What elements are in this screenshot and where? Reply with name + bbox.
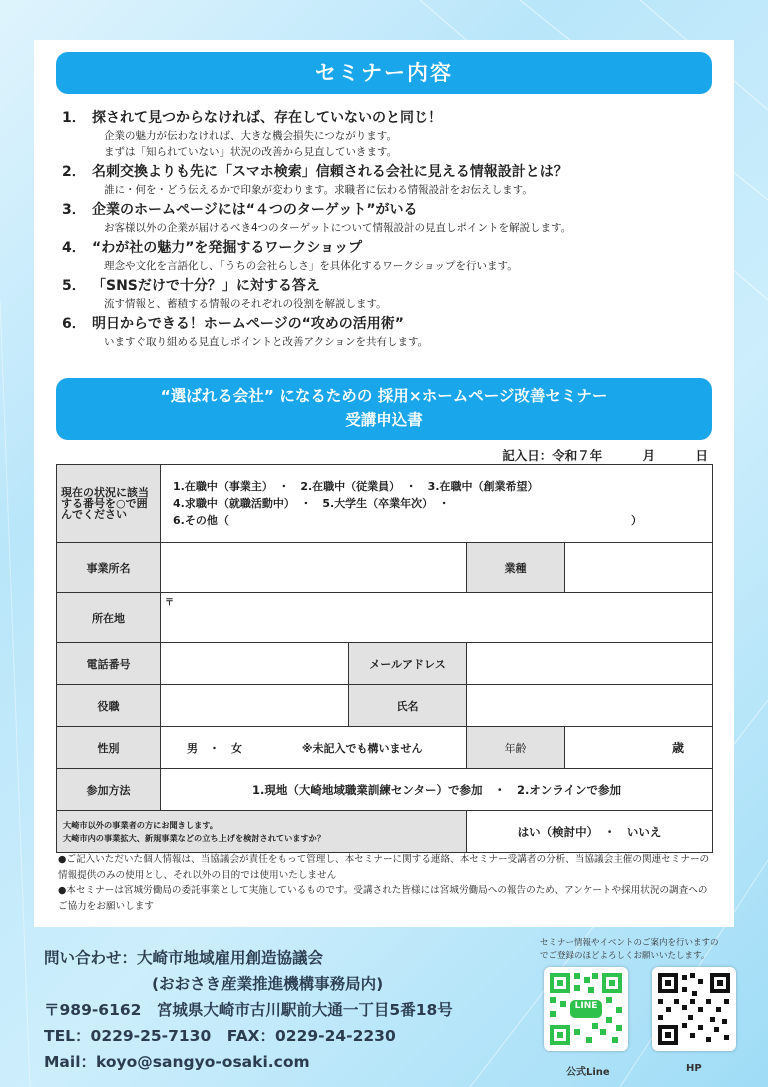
seminar-item (62, 108, 712, 160)
name-label: 氏名 (349, 685, 467, 727)
item-description: まずは「知られていない」状況の改善から見直していきます。 (104, 146, 398, 158)
address-field[interactable] (161, 593, 713, 643)
form-title: “選ばれる会社” になるための 採用×ホームページ改善セミナー (160, 387, 608, 405)
status-option-line[interactable]: 1.在職中（事業主） ・ 2.在職中（従業員） ・ 3.在職中（創業希望） (173, 480, 539, 493)
item-title: 名刺交換よりも先に「スマホ検索」信頼される会社に見える情報設計とは？ (92, 164, 568, 180)
item-description: 流す情報と、蓄積する情報のそれぞれの役割を解説します。 (104, 298, 387, 310)
status-option-line[interactable]: 6.その他（ (173, 514, 229, 527)
seminar-item (62, 276, 712, 312)
item-number: 1． (62, 110, 86, 126)
date-month: 月 (642, 448, 656, 463)
industry-label: 業種 (467, 543, 565, 593)
document-sheet (34, 40, 734, 927)
contact-office: (おおさき産業推進機構事務局内) (152, 975, 384, 993)
hp-qr-code[interactable] (652, 967, 736, 1051)
status-option-line[interactable]: 4.求職中（就職活動中） ・ 5.大学生（卒業年次） ・ (173, 497, 450, 510)
contact-address: 〒989-6162 宮城県大崎市古川駅前大通一丁目5番18号 (44, 1001, 453, 1019)
position-field[interactable] (161, 685, 349, 727)
hp-qr-caption: HP (686, 1063, 702, 1074)
seminar-item (62, 162, 712, 198)
email-label: メールアドレス (349, 643, 467, 685)
question-line: 大崎市内の事業拡大、新規事業などの立ち上げを検討されていますか？ (63, 832, 326, 843)
name-field[interactable] (467, 685, 713, 727)
line-qr-caption: 公式Line (566, 1067, 610, 1078)
gender-label: 性別 (57, 727, 161, 769)
email-field[interactable] (467, 643, 713, 685)
qr-note (540, 937, 740, 963)
application-form (56, 464, 713, 853)
line-qr-code[interactable] (544, 967, 628, 1051)
item-number: 4． (62, 240, 86, 256)
seminar-item-list (62, 106, 712, 350)
contact-info (44, 945, 453, 1075)
gender-field[interactable] (161, 727, 467, 769)
seminar-item (62, 314, 712, 350)
date-label: 記入日：令和７年 (502, 448, 603, 463)
seminar-item (62, 200, 712, 236)
status-option-close: ） (631, 514, 642, 527)
note-text: ●本セミナーは宮城労働局の委託事業として実施しているものです。受講された皆様には宮城労働局への報告のため、アンケートや採用状況の調査へのご協力をお願いします (58, 885, 708, 912)
phone-label: 電話番号 (57, 643, 161, 685)
item-title: 「SNSだけで十分？」に対する答え (92, 278, 320, 294)
hp-qr-icon (652, 967, 736, 1051)
contact-phone: TEL：0229-25-7130 FAX：0229-24-2230 (44, 1027, 396, 1045)
item-description: 理念や文化を言語化し、「うちの会社らしさ」を具体化するワークショップを行います。 (104, 260, 518, 272)
item-description: お客様以外の企業が届けるべき4つのターゲットについて情報設計の見直しポイントを解説します。 (104, 222, 572, 234)
item-title: “わが社の魅力”を発掘するワークショップ (92, 240, 363, 256)
entry-date (500, 446, 708, 464)
expansion-answer[interactable]: はい（検討中） ・ いいえ (467, 811, 713, 853)
postal-mark: 〒 (165, 598, 175, 608)
item-number: 6． (62, 316, 86, 332)
item-title: 明日からできる！ホームページの“攻めの活用術” (92, 316, 404, 332)
gender-options[interactable]: 男 ・ 女 (187, 741, 242, 755)
date-day: 日 (695, 448, 708, 463)
item-title: 企業のホームページには“４つのターゲット”がいる (92, 202, 418, 218)
contact-title: 問い合わせ：大崎市地域雇用創造協議会 (44, 949, 324, 967)
item-number: 3． (62, 202, 86, 218)
method-label: 参加方法 (57, 769, 161, 811)
question-line: 大崎市以外の事業者の方にお聞きします。 (63, 819, 218, 830)
form-subtitle: 受講申込書 (345, 411, 423, 429)
item-description: 誰に・何を・どう伝えるかで印象が変わります。求職者に伝わる情報設計をお伝えします。 (104, 184, 533, 196)
qr-note-line: でご登録のほどよろしくお願いいたします。 (540, 951, 710, 961)
contact-email[interactable]: Mail：koyo@sangyo-osaki.com (44, 1053, 310, 1071)
item-title: 探されて見つからなければ、存在していないのと同じ！ (92, 110, 442, 126)
item-number: 2． (62, 164, 86, 180)
office-name-label: 事業所名 (57, 543, 161, 593)
status-label: 現在の状況に該当する番号を○で囲んでください (57, 465, 161, 543)
form-heading (56, 378, 712, 440)
position-label: 役職 (57, 685, 161, 727)
qr-note-line: セミナー情報やイベントのご案内を行いますの (540, 938, 719, 948)
gender-note: ※未記入でも構いません (301, 741, 423, 755)
seminar-heading: セミナー内容 (56, 52, 712, 94)
item-description: 企業の魅力が伝わなければ、大きな機会損失につながります。 (104, 130, 397, 142)
age-label: 年齢 (467, 727, 565, 769)
office-name-field[interactable] (161, 543, 467, 593)
age-unit: 歳 (671, 741, 684, 755)
item-number: 5． (62, 278, 86, 294)
phone-field[interactable] (161, 643, 349, 685)
item-description: いますぐ取り組める見直しポイントと改善アクションを共有します。 (104, 336, 429, 348)
note-text: ●ご記入いただいた個人情報は、当協議会が責任をもって管理し、本セミナーに関する連絡、本セミナー受講者の分析、当協議会主催の関連セミナーの情報提供のみの使用とし、それ以外の目的では使用いたしません (58, 854, 710, 881)
line-logo-text: LINE (574, 1001, 598, 1011)
age-field[interactable] (565, 727, 713, 769)
status-options[interactable] (161, 465, 713, 543)
privacy-notes (58, 852, 714, 914)
seminar-item (62, 238, 712, 274)
address-label: 所在地 (57, 593, 161, 643)
method-options[interactable]: 1.現地（大崎地域職業訓練センター）で参加 ・ 2.オンラインで参加 (161, 769, 713, 811)
industry-field[interactable] (565, 543, 713, 593)
expansion-question (57, 811, 467, 853)
